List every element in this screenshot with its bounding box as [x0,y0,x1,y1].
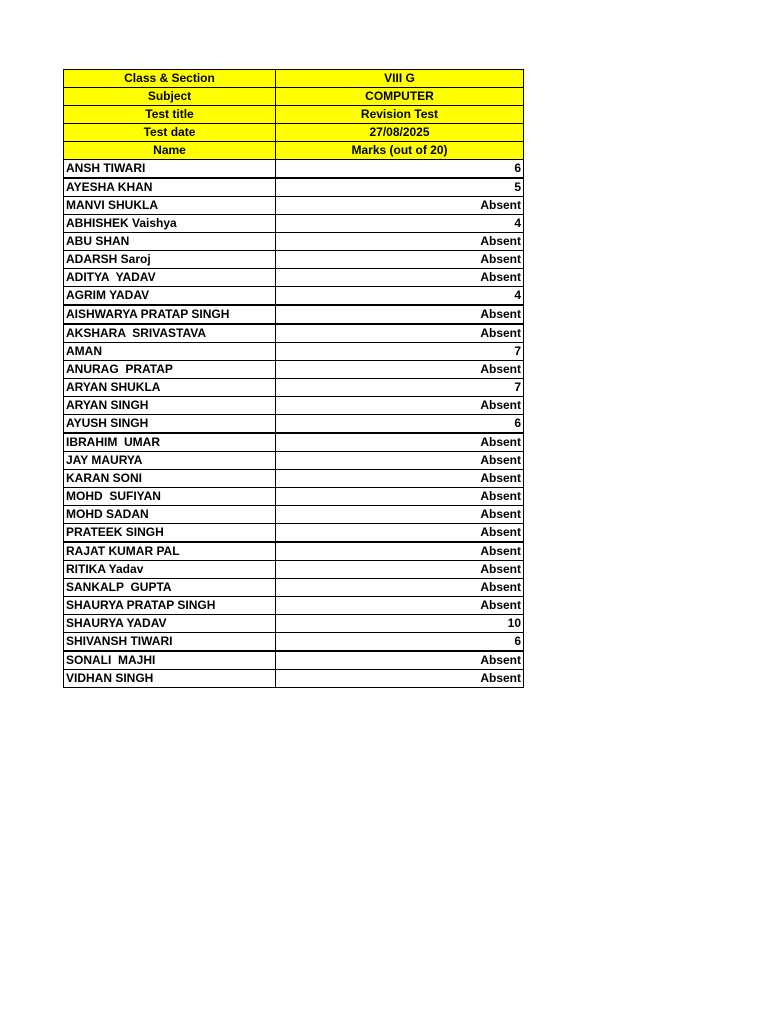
student-name: ADARSH Saroj [64,251,276,269]
student-row [64,597,524,615]
student-row [64,397,524,415]
header-row-subject [64,88,524,106]
test-date-label: Test date [64,124,276,142]
student-marks: Absent [276,488,524,506]
student-marks: 7 [276,343,524,361]
student-row [64,415,524,434]
student-row [64,670,524,688]
student-row [64,197,524,215]
student-marks: Absent [276,251,524,269]
student-marks: Absent [276,269,524,287]
student-name: SHIVANSH TIWARI [64,633,276,652]
student-name: SHAURYA YADAV [64,615,276,633]
student-name: MOHD SUFIYAN [64,488,276,506]
student-row [64,269,524,287]
student-row [64,506,524,524]
student-row [64,633,524,652]
student-name: ADITYA YADAV [64,269,276,287]
student-marks: Absent [276,470,524,488]
student-name: ARYAN SHUKLA [64,379,276,397]
student-marks: Absent [276,506,524,524]
student-marks: 4 [276,287,524,306]
student-row [64,524,524,543]
student-marks: Absent [276,452,524,470]
student-name: SONALI MAJHI [64,651,276,670]
student-name: AYESHA KHAN [64,178,276,197]
student-marks: Absent [276,561,524,579]
student-row [64,470,524,488]
student-marks: Absent [276,361,524,379]
student-name: MANVI SHUKLA [64,197,276,215]
student-marks: 5 [276,178,524,197]
class-section-value: VIII G [276,70,524,88]
student-name: PRATEEK SINGH [64,524,276,543]
student-row [64,433,524,452]
student-marks: Absent [276,397,524,415]
subject-value: COMPUTER [276,88,524,106]
marks-sheet-table [63,69,524,688]
student-name: RITIKA Yadav [64,561,276,579]
student-name: AKSHARA SRIVASTAVA [64,324,276,343]
header-row-test-date [64,124,524,142]
class-section-label: Class & Section [64,70,276,88]
student-name: ANURAG PRATAP [64,361,276,379]
student-name: ABU SHAN [64,233,276,251]
student-marks: Absent [276,197,524,215]
student-row [64,651,524,670]
student-row [64,160,524,179]
student-marks: 4 [276,215,524,233]
student-marks: Absent [276,233,524,251]
student-row [64,305,524,324]
student-row [64,178,524,197]
student-marks: Absent [276,324,524,343]
student-marks: 6 [276,415,524,434]
student-name: KARAN SONI [64,470,276,488]
student-marks: Absent [276,542,524,561]
header-row-test-title [64,106,524,124]
header-row-class-section [64,70,524,88]
student-name: AGRIM YADAV [64,287,276,306]
student-row [64,542,524,561]
student-row [64,379,524,397]
student-row [64,343,524,361]
marks-column-header: Marks (out of 20) [276,142,524,160]
student-marks: 10 [276,615,524,633]
student-marks: Absent [276,579,524,597]
student-name: VIDHAN SINGH [64,670,276,688]
student-row [64,452,524,470]
student-marks: 6 [276,160,524,179]
student-name: MOHD SADAN [64,506,276,524]
marks-sheet-body [64,70,524,688]
student-name: SANKALP GUPTA [64,579,276,597]
column-header-row [64,142,524,160]
student-row [64,561,524,579]
student-row [64,361,524,379]
student-name: IBRAHIM UMAR [64,433,276,452]
subject-label: Subject [64,88,276,106]
test-date-value: 27/08/2025 [276,124,524,142]
student-name: AISHWARYA PRATAP SINGH [64,305,276,324]
student-marks: Absent [276,651,524,670]
student-name: JAY MAURYA [64,452,276,470]
student-row [64,233,524,251]
student-row [64,251,524,269]
student-name: SHAURYA PRATAP SINGH [64,597,276,615]
student-row [64,215,524,233]
student-marks: 6 [276,633,524,652]
test-title-label: Test title [64,106,276,124]
test-title-value: Revision Test [276,106,524,124]
student-row [64,287,524,306]
student-row [64,615,524,633]
student-row [64,324,524,343]
student-marks: Absent [276,305,524,324]
student-marks: Absent [276,597,524,615]
student-row [64,579,524,597]
student-marks: 7 [276,379,524,397]
student-marks: Absent [276,524,524,543]
student-name: AYUSH SINGH [64,415,276,434]
student-marks: Absent [276,670,524,688]
student-marks: Absent [276,433,524,452]
student-name: AMAN [64,343,276,361]
name-column-header: Name [64,142,276,160]
student-name: ABHISHEK Vaishya [64,215,276,233]
student-row [64,488,524,506]
student-name: ANSH TIWARI [64,160,276,179]
student-name: ARYAN SINGH [64,397,276,415]
student-name: RAJAT KUMAR PAL [64,542,276,561]
